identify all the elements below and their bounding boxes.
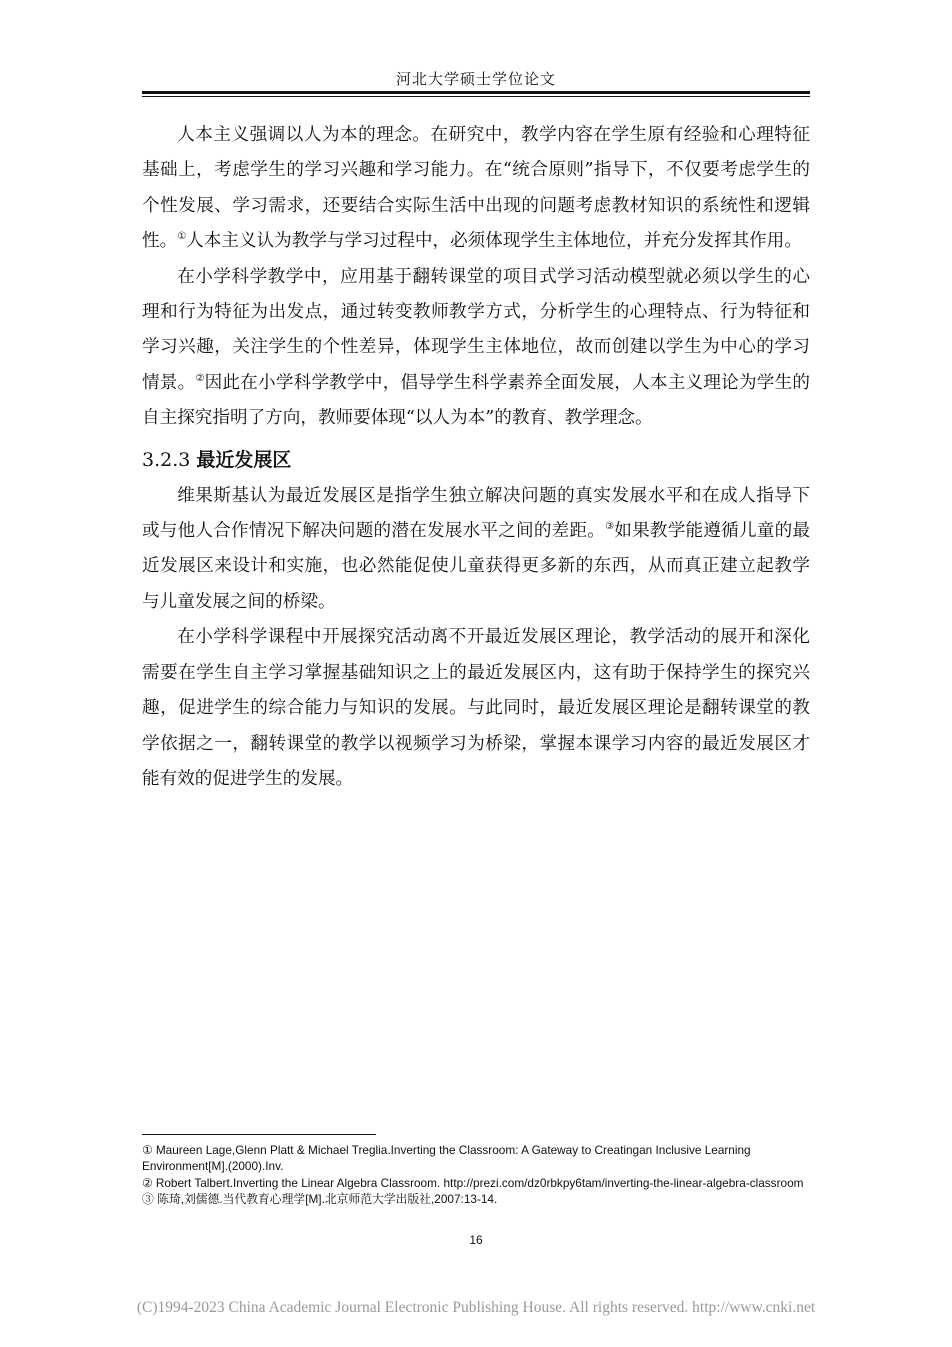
footnote-ref[interactable]: ① [177, 231, 187, 243]
paragraph-text: 维果斯基认为最近发展区是指学生独立解决问题的真实发展水平和在成人指导下或与他人合作情况下解决问题的潜在发展水平之间的差距。 [142, 485, 810, 542]
footnote-rule [142, 1134, 376, 1135]
header-rule-thin [142, 96, 810, 97]
section-number: 3.2.3 [142, 448, 191, 471]
footnote: ① Maureen Lage,Glenn Platt & Michael Treglia.Inverting the Classroom: A Gateway to Creatingan Inclusive Learning Environment[M].(2000).Inv. [142, 1143, 751, 1174]
paragraph-text: 在小学科学课程中开展探究活动离不开最近发展区理论，教学活动的展开和深化需要在学生自主学习掌握基础知识之上的最近发展区内，这有助于保持学生的探究兴趣，促进学生的综合能力与知识的发展。与此同时，最近发展区理论是翻转课堂的教学依据之一，翻转课堂的教学以视频学习为桥梁，掌握本课学习内容的最近发展区才能有效的促进学生的发展。 [142, 627, 810, 789]
copyright-notice: (C)1994-2023 China Academic Journal Electronic Publishing House. All rights reserved. http://www.cnki.net [136, 1299, 816, 1316]
footnote: ② Robert Talbert.Inverting the Linear Algebra Classroom. http://prezi.com/dz0rbkpy6tam/inverting-the-linear-algebra-classroom [142, 1175, 804, 1190]
footnote: ③ 陈琦,刘儒德.当代教育心理学[M].北京师范大学出版社,2007:13-14. [142, 1192, 498, 1207]
running-header: 河北大学硕士学位论文 [395, 70, 556, 88]
page-number: 16 [469, 1233, 483, 1247]
paragraph [142, 479, 810, 621]
paragraph-text: 如果教学能遵循儿童的最近发展区来设计和实施，也必然能促使儿童获得更多新的东西，从而真正建立起教学与儿童发展之间的桥梁。 [142, 521, 810, 612]
footnotes [142, 1142, 810, 1208]
header-rule-thick [142, 91, 810, 94]
paragraph [142, 118, 810, 260]
paragraph-text: 因此在小学科学教学中，倡导学生科学素养全面发展，人本主义理论为学生的自主探究指明了方向，教师要体现“以人为本”的教育、教学理念。 [142, 372, 810, 429]
section-title: 最近发展区 [196, 448, 292, 471]
body-text [142, 118, 810, 797]
paragraph-text: 人本主义认为教学与学习过程中，必须体现学生主体地位，并充分发挥其作用。 [186, 231, 802, 252]
paragraph [142, 620, 810, 797]
footnote-ref[interactable]: ② [195, 372, 205, 384]
paragraph-text: 在小学科学教学中，应用基于翻转课堂的项目式学习活动模型就必须以学生的心理和行为特征为出发点，通过转变教师教学方式，分析学生的心理特点、行为特征和学习兴趣，关注学生的个性差异，体现学生主体地位，故而创建以学生为中心的学习情景。 [142, 266, 810, 393]
footnote-ref[interactable]: ③ [605, 521, 615, 533]
paragraph [142, 260, 810, 437]
paragraph-text: 人本主义强调以人为本的理念。在研究中，教学内容在学生原有经验和心理特征基础上，考虑学生的学习兴趣和学习能力。在“统合原则”指导下，不仅要考虑学生的个性发展、学习需求，还要结合实际生活中出现的问题考虑教材知识的系统性和逻辑性。 [142, 125, 810, 252]
section-heading [142, 443, 810, 477]
